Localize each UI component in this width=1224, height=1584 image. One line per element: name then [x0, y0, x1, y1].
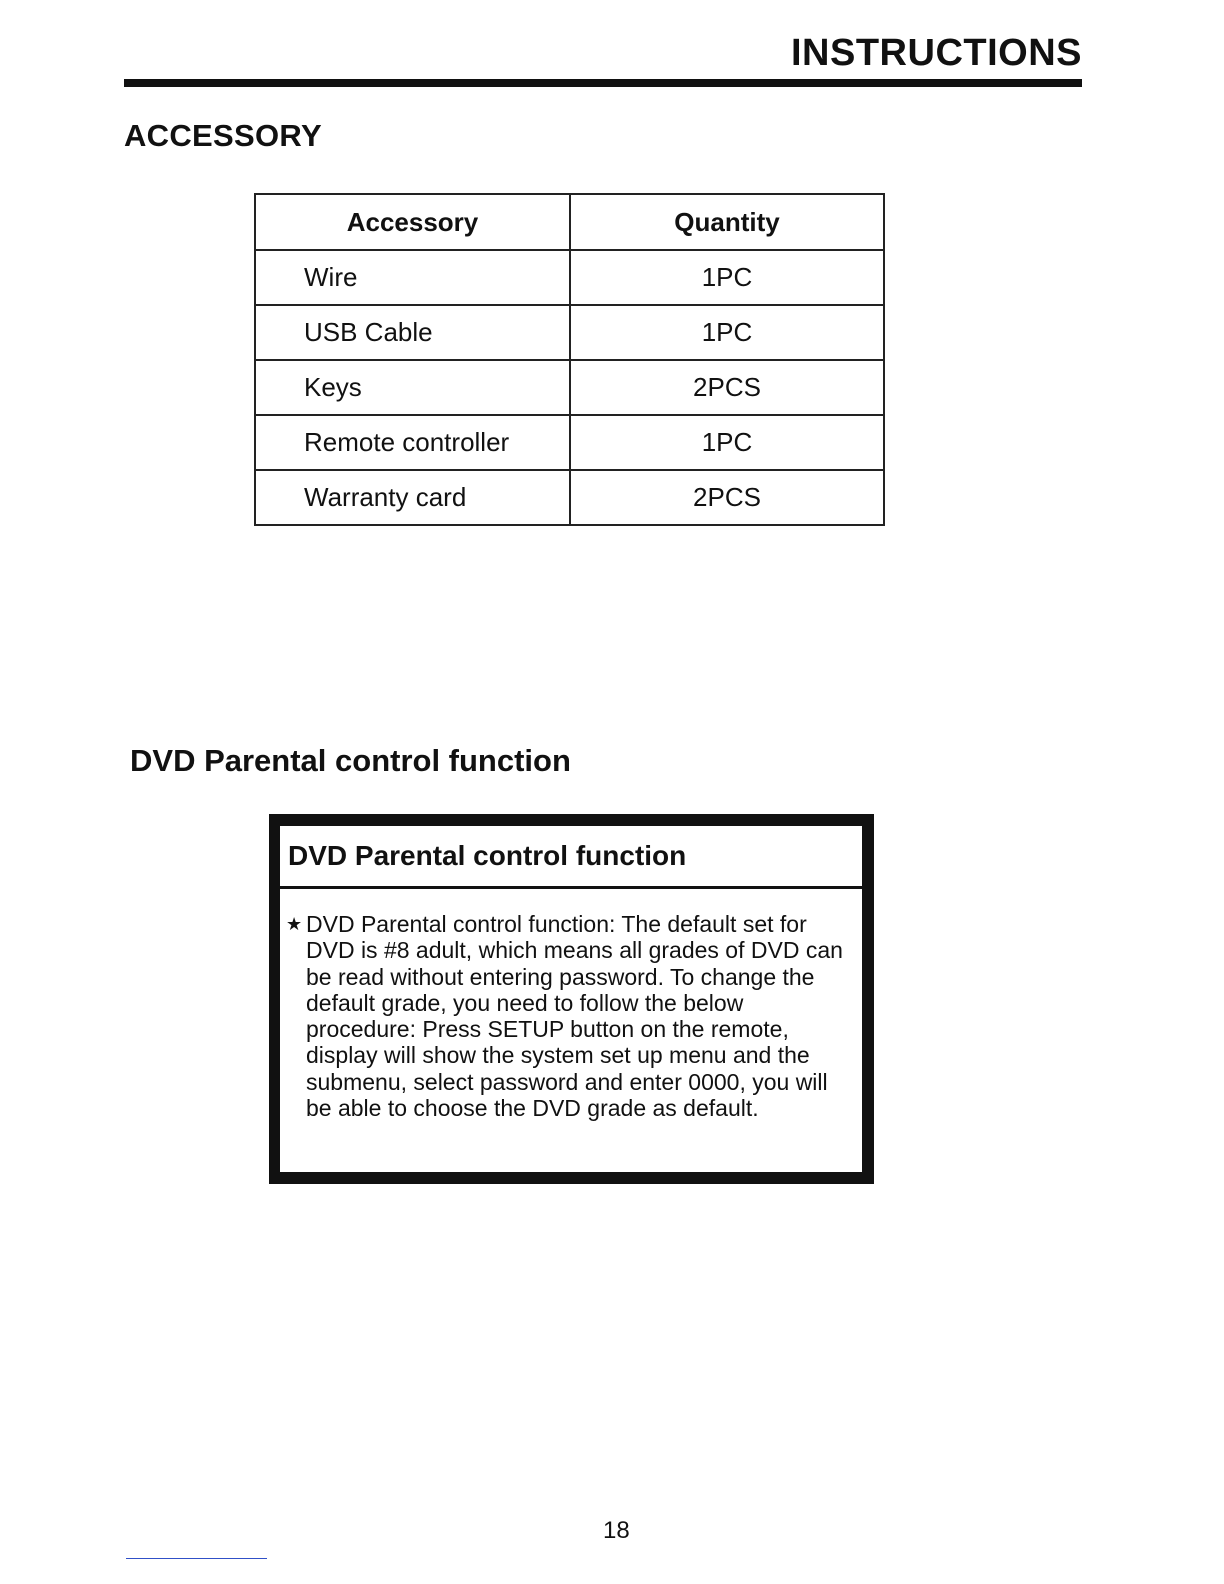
accessory-name-cell: Remote controller [255, 415, 570, 470]
parental-description-text: DVD Parental control function: The default set for DVD is #8 adult, which means all grades of DVD can be read without entering password. To change the default grade, you need to follow the below procedure: Press SETUP button on the remote, display will show the system set up menu and the submenu, select password and enter 0000, you will be able to choose the DVD grade as default. [306, 911, 843, 1122]
table-row [255, 470, 884, 525]
star-icon: ★ [286, 914, 303, 934]
accessory-quantity-cell: 1PC [570, 305, 884, 360]
table-row [255, 360, 884, 415]
column-header-quantity: Quantity [570, 194, 884, 250]
page-number: 18 [603, 1517, 630, 1544]
parental-box-body [280, 889, 862, 1121]
accessory-quantity-cell: 2PCS [570, 470, 884, 525]
parental-info-box [269, 814, 874, 1184]
parental-section-heading: DVD Parental control function [130, 743, 571, 778]
accessory-name-cell: Wire [255, 250, 570, 305]
table-row [255, 250, 884, 305]
page-header-title: INSTRUCTIONS [791, 32, 1082, 74]
table-row [255, 415, 884, 470]
header-divider [124, 79, 1082, 87]
table-row [255, 305, 884, 360]
column-header-accessory: Accessory [255, 194, 570, 250]
accessory-quantity-cell: 2PCS [570, 360, 884, 415]
parental-box-title: DVD Parental control function [280, 826, 862, 889]
accessory-section-heading: ACCESSORY [124, 118, 322, 153]
footer-divider [126, 1558, 267, 1559]
accessory-table [254, 193, 885, 526]
accessory-quantity-cell: 1PC [570, 415, 884, 470]
table-header-row [255, 194, 884, 250]
accessory-quantity-cell: 1PC [570, 250, 884, 305]
accessory-name-cell: USB Cable [255, 305, 570, 360]
accessory-name-cell: Keys [255, 360, 570, 415]
accessory-name-cell: Warranty card [255, 470, 570, 525]
